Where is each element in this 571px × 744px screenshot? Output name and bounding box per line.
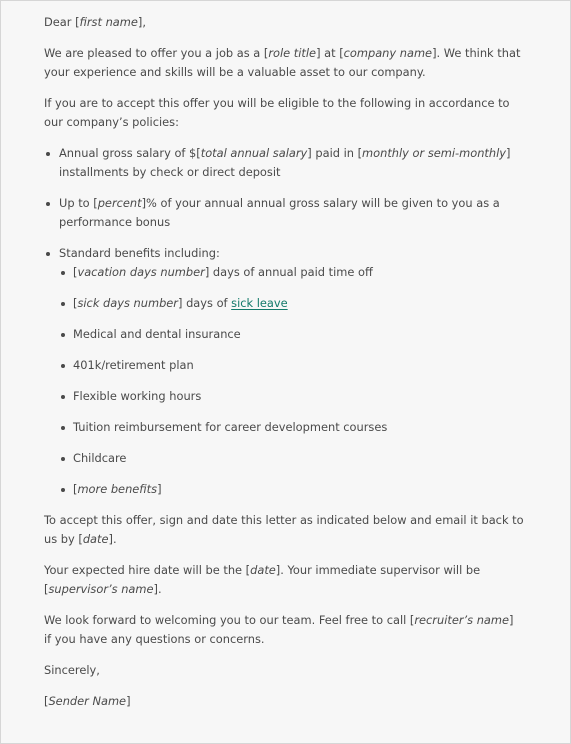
sick-text-1: [	[73, 296, 78, 310]
greeting	[44, 13, 524, 32]
offer-text-3: ]. We think that your experience and skills will be a valuable asset to our company.	[44, 46, 521, 79]
list-item-bonus	[44, 194, 524, 232]
list-item-salary	[44, 144, 524, 182]
offer-letter	[44, 13, 524, 711]
signature-text-1: [	[44, 694, 49, 708]
bonus-text-1: Up to [	[59, 196, 98, 210]
hire-text-1: Your expected hire date will be the [	[44, 563, 251, 577]
offer-list	[44, 144, 524, 499]
hire-date-placeholder: date	[250, 563, 276, 577]
eligible-paragraph: If you are to accept this offer you will be eligible to the following in accordance to our company’s policies:	[44, 96, 510, 129]
role-title-placeholder: role title	[268, 46, 317, 60]
welcome-text-1: We look forward to welcoming you to our team. Feel free to call [	[44, 613, 415, 627]
benefit-flexible-hours: Flexible working hours	[59, 387, 524, 406]
benefit-retirement: 401k/retirement plan	[59, 356, 524, 375]
sick-leave-link[interactable]: sick leave	[231, 296, 288, 310]
sick-days-placeholder: sick days number	[77, 296, 178, 310]
first-name-placeholder: first name	[79, 15, 138, 29]
accept-paragraph	[44, 511, 524, 549]
benefit-more	[59, 480, 524, 499]
welcome-text-2: ] if you have any questions or concerns.	[44, 613, 521, 646]
hire-text-2: ]. Your immediate supervisor will be [	[44, 563, 481, 596]
closing: Sincerely,	[44, 663, 100, 677]
hire-paragraph	[44, 561, 524, 599]
signature	[44, 692, 524, 711]
signature-text-2: ]	[126, 694, 131, 708]
offer-text-2: ] at [	[316, 46, 344, 60]
salary-text-3: ] installments by check or direct deposit	[59, 146, 511, 179]
benefit-vacation	[59, 263, 524, 282]
hire-text-3: ].	[153, 582, 162, 596]
sick-text-2: ] days of	[178, 296, 232, 310]
salary-placeholder: total annual salary	[200, 146, 308, 160]
more-benefits-placeholder: more benefits	[77, 482, 158, 496]
percent-placeholder: percent	[97, 196, 142, 210]
sender-name-placeholder: Sender Name	[48, 694, 127, 708]
benefits-label: Standard benefits including:	[59, 246, 220, 260]
accept-text-1: To accept this offer, sign and date this letter as indicated below and email it back to us by [	[44, 513, 524, 546]
offer-paragraph	[44, 44, 524, 82]
company-name-placeholder: company name	[343, 46, 433, 60]
benefits-list	[59, 263, 524, 499]
greeting-text: Dear [	[44, 15, 80, 29]
welcome-paragraph	[44, 611, 524, 649]
benefit-tuition: Tuition reimbursement for career development courses	[59, 418, 524, 437]
vacation-days-placeholder: vacation days number	[77, 265, 205, 279]
accept-date-placeholder: date	[82, 532, 109, 546]
recruiter-name-placeholder: recruiter’s name	[414, 613, 510, 627]
more-text-2: ]	[157, 482, 162, 496]
benefit-medical: Medical and dental insurance	[59, 325, 524, 344]
greeting-text-end: ],	[137, 15, 146, 29]
salary-text-2: ] paid in [	[307, 146, 363, 160]
benefit-childcare: Childcare	[59, 449, 524, 468]
pay-frequency-placeholder: monthly or semi-monthly	[362, 146, 507, 160]
supervisor-name-placeholder: supervisor’s name	[48, 582, 154, 596]
benefit-sick-leave	[59, 294, 524, 313]
list-item-benefits	[44, 244, 524, 499]
vacation-text-1: [	[73, 265, 78, 279]
salary-text-1: Annual gross salary of $[	[59, 146, 201, 160]
offer-text-1: We are pleased to offer you a job as a [	[44, 46, 269, 60]
bonus-text-2: ]% of your annual annual gross salary will be given to you as a performance bonus	[59, 196, 500, 229]
more-text-1: [	[73, 482, 78, 496]
vacation-text-2: ] days of annual paid time off	[204, 265, 373, 279]
accept-text-2: ].	[108, 532, 117, 546]
